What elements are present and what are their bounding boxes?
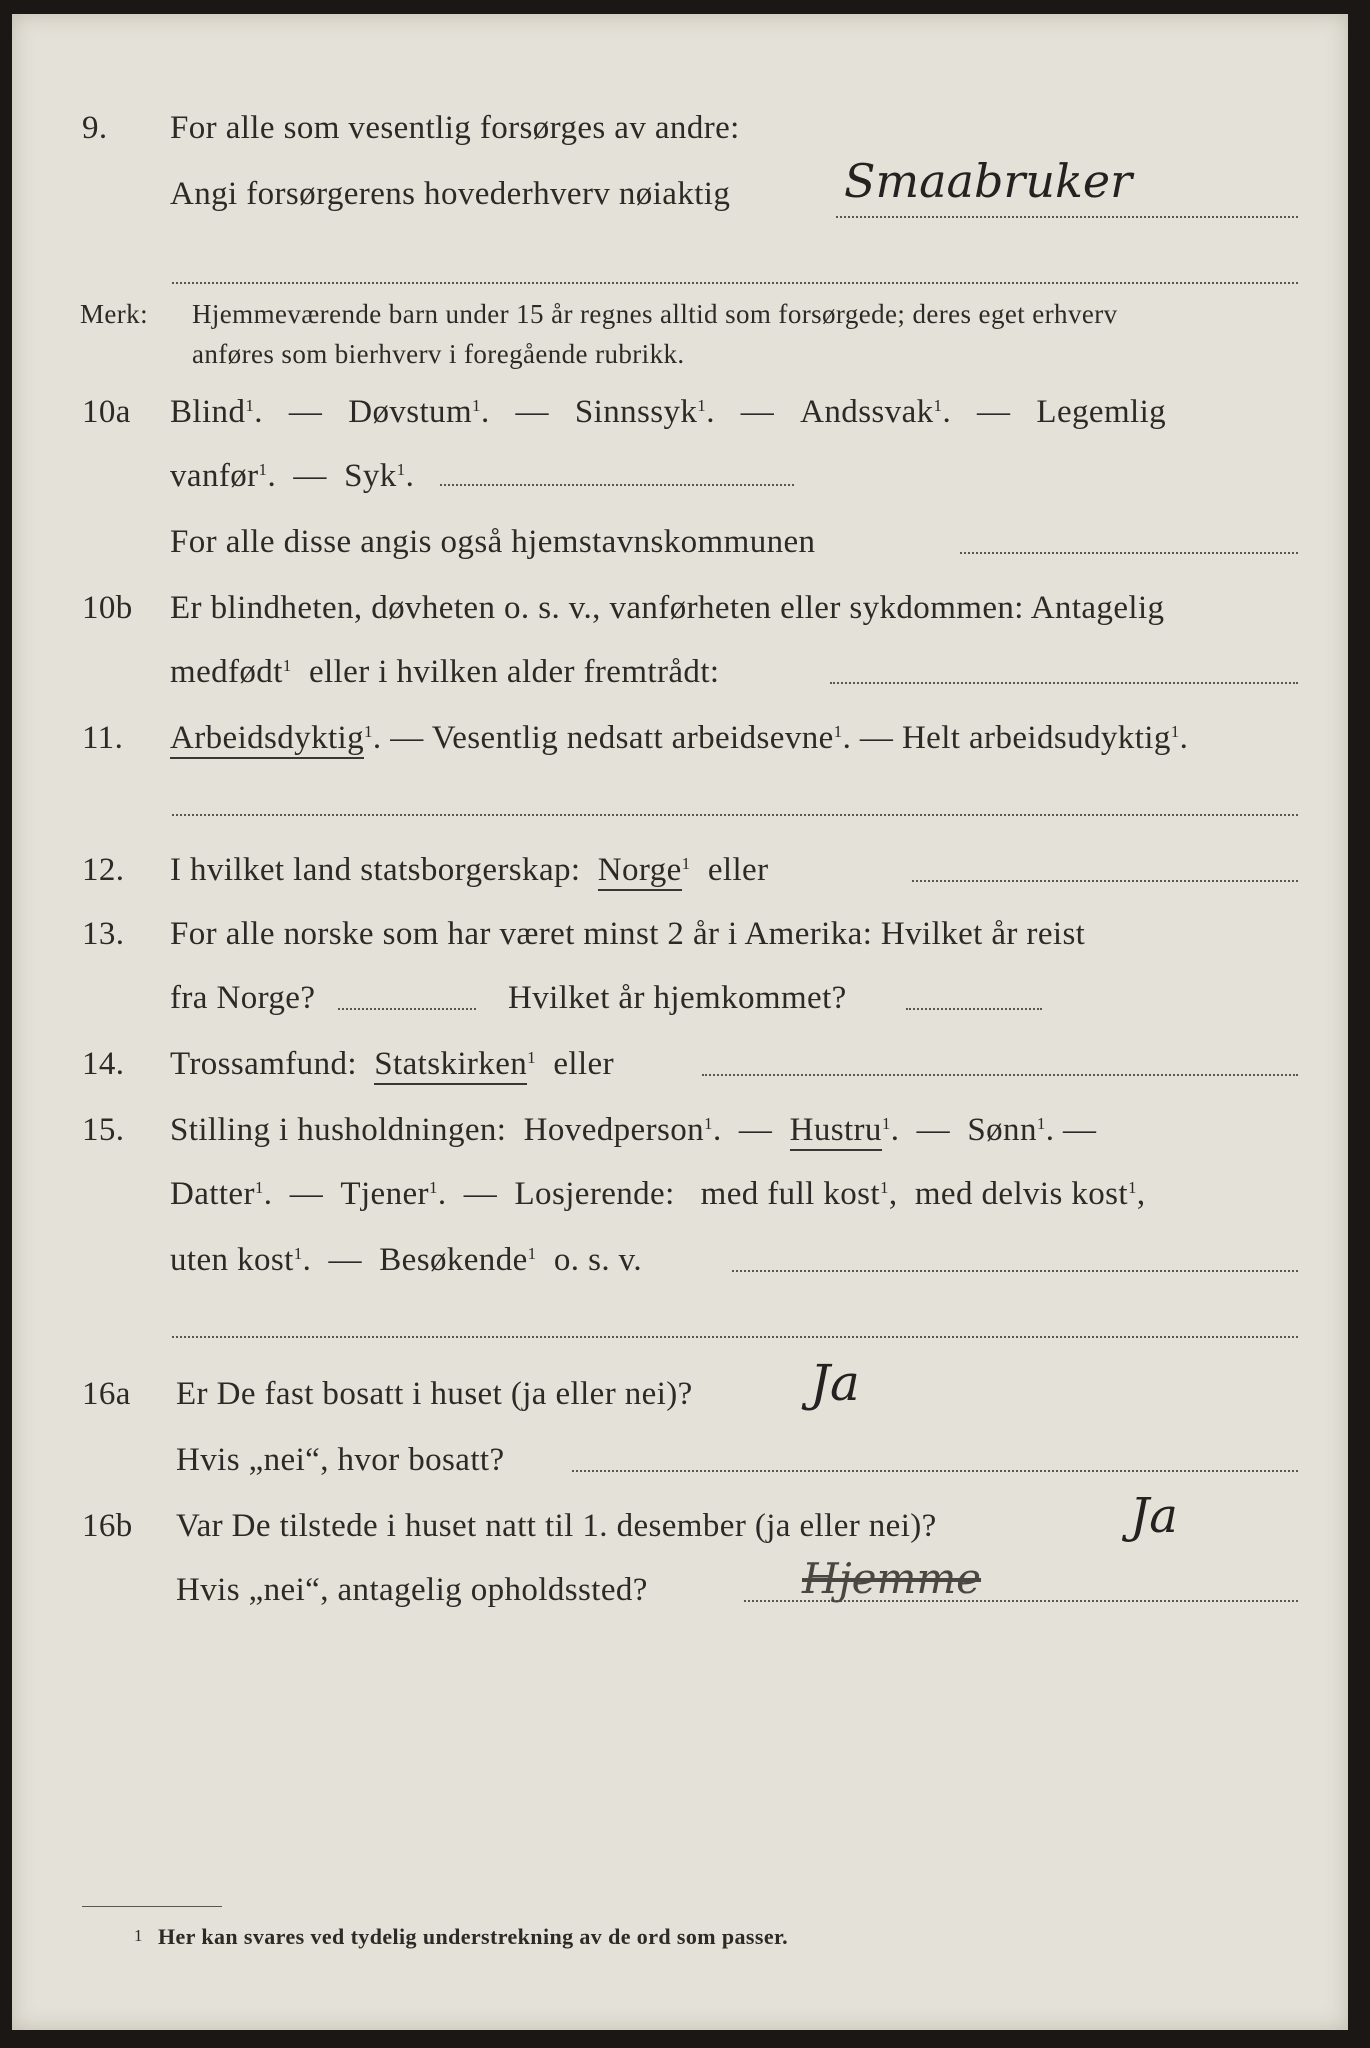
q13-reist: fra Norge? (170, 980, 316, 1016)
q9-instruction: Angi forsørgerens hovederhverv nøiaktig (170, 176, 731, 212)
q10b-line (830, 682, 1298, 684)
q13-number: 13. (82, 916, 125, 952)
opt-udyktig[interactable]: Helt arbeidsudyktig (901, 720, 1171, 756)
opt-besokende[interactable]: Besøkende (379, 1242, 528, 1278)
q12-number: 12. (82, 852, 125, 888)
q15-options-3: uten kost$^1$. — Besøkende$^1$ o. s. v. (170, 1242, 643, 1278)
q11-number: 11. (82, 720, 124, 756)
opt-vanfor[interactable]: vanfør (170, 458, 259, 494)
q10b-alder: eller i hvilken alder fremtrådt: (309, 654, 720, 690)
opt-medfodt[interactable]: medfødt (170, 654, 283, 690)
q15-row2 (12, 1176, 1348, 1236)
q15-row3 (12, 1242, 1348, 1302)
q16a-row1 (12, 1376, 1348, 1436)
q16b-opholdssted: Hvis „nei“, antagelig opholdssted? (176, 1572, 648, 1608)
q11-row (12, 720, 1348, 780)
q15-extra-line (172, 1336, 1298, 1338)
merk-text-1: Hjemmeværende barn under 15 år regnes alltid som forsørgede; deres eget erhverv (192, 299, 1118, 329)
q16b-question: Var De tilstede i huset natt til 1. desember (ja eller nei)? (176, 1508, 937, 1544)
q10a-syk-line (440, 484, 794, 486)
q14-question: Trossamfund: Statskirken$^1$ eller (170, 1046, 614, 1083)
q10b-row2 (12, 654, 1348, 714)
opt-legemlig[interactable]: Legemlig (1036, 394, 1167, 430)
footnote-text: Her kan svares ved tydelig understrekning av de ord som passer. (158, 1924, 789, 1949)
q13-row1 (12, 916, 1348, 976)
q10a-row2 (12, 458, 1348, 518)
q16b-number: 16b (82, 1508, 133, 1544)
opt-datter[interactable]: Datter (170, 1176, 255, 1212)
q9-question: For alle som vesentlig forsørges av andre: (170, 110, 740, 146)
opt-hovedperson[interactable]: Hovedperson (523, 1112, 705, 1148)
q13-row2 (12, 980, 1348, 1040)
census-form-page (12, 14, 1348, 2030)
q12-question: I hvilket land statsborgerskap: Norge$^1$ eller (170, 852, 769, 889)
footnote (12, 1924, 1348, 1984)
q10a-hjemstavn-line (960, 552, 1298, 554)
opt-nedsatt[interactable]: Vesentlig nedsatt arbeidsevne (431, 720, 834, 756)
q14-row (12, 1046, 1348, 1106)
q9-number: 9. (82, 110, 108, 146)
opt-full-kost[interactable]: med full kost (700, 1176, 880, 1212)
q10a-row1 (12, 394, 1348, 454)
opt-syk[interactable]: Syk (344, 458, 397, 494)
q9-answer[interactable]: Smaabruker (844, 154, 1133, 208)
q10a-options-1: Blind$^1$. — Døvstum$^1$. — Sinnssyk$^1$. — Andssvak$^1$. — Legemlig (170, 394, 1167, 430)
opt-hustru[interactable]: Hustru (790, 1112, 882, 1151)
q11-extra-line (172, 814, 1298, 816)
q14-line (702, 1074, 1298, 1076)
q10a-number: 10a (82, 394, 131, 430)
q15-line (732, 1270, 1298, 1272)
opt-dovstum[interactable]: Døvstum (348, 394, 473, 430)
q10b-options: medfødt$^1$ eller i hvilken alder fremtrådt: (170, 654, 720, 690)
q10b-row1 (12, 590, 1348, 650)
q15-row1 (12, 1112, 1348, 1172)
merk-row2 (12, 339, 1348, 399)
opt-uten-kost[interactable]: uten kost (170, 1242, 294, 1278)
q13-reist-line (338, 1008, 476, 1010)
q9-extra-line (172, 282, 1298, 284)
q12-row (12, 852, 1348, 912)
opt-arbeidsdyktig[interactable]: Arbeidsdyktig (170, 720, 364, 759)
q16a-line (572, 1470, 1298, 1472)
q9-row1 (12, 110, 1348, 170)
opt-tjener[interactable]: Tjener (340, 1176, 429, 1212)
q13-hjemkommet-line (906, 1008, 1042, 1010)
q10a-hjemstavn: For alle disse angis også hjemstavnskommunen (170, 524, 816, 560)
q16b-row2 (12, 1572, 1348, 1632)
q13-question: For alle norske som har været minst 2 år i Amerika: Hvilket år reist (170, 916, 1086, 952)
opt-sonn[interactable]: Sønn (967, 1112, 1037, 1148)
q16b-answer[interactable]: Ja (1130, 1488, 1178, 1544)
q15-number: 15. (82, 1112, 125, 1148)
opt-blind[interactable]: Blind (170, 394, 246, 430)
opt-delvis-kost[interactable]: med delvis kost (914, 1176, 1128, 1212)
q13-hjemkommet: Hvilket år hjemkommet? (508, 980, 847, 1016)
q16b-answer-struck[interactable]: Hjemme (802, 1554, 982, 1603)
q12-line (912, 880, 1298, 882)
q9-answer-line (836, 216, 1298, 218)
opt-andssvak[interactable]: Andssvak (800, 394, 934, 430)
q16a-answer[interactable]: Ja (810, 1354, 860, 1412)
opt-sinnssyk[interactable]: Sinnssyk (574, 394, 698, 430)
opt-norge[interactable]: Norge (598, 852, 682, 891)
merk-label: Merk: (80, 299, 148, 329)
q14-number: 14. (82, 1046, 125, 1082)
q9-row2 (12, 176, 1348, 236)
merk-text-2: anføres som bierhverv i foregående rubrikk. (192, 339, 685, 369)
q10b-question: Er blindheten, døvheten o. s. v., vanførheten eller sykdommen: Antagelig (170, 590, 1165, 626)
q15-options-1: Stilling i husholdningen: Hovedperson$^1$. — Hustru$^1$. — Sønn$^1$. — (170, 1112, 1096, 1149)
q16a-number: 16a (82, 1376, 131, 1412)
q15-options-2: Datter$^1$. — Tjener$^1$. — Losjerende: med full kost$^1$, med delvis kost$^1$, (170, 1176, 1146, 1212)
q11-options: Arbeidsdyktig$^1$. — Vesentlig nedsatt arbeidsevne$^1$. — Helt arbeidsudyktig$^1$. (170, 720, 1188, 757)
q10b-number: 10b (82, 590, 133, 626)
q10a-row3 (12, 524, 1348, 584)
q16a-hvor: Hvis „nei“, hvor bosatt? (176, 1442, 505, 1478)
opt-statskirken[interactable]: Statskirken (374, 1046, 527, 1085)
q10a-options-2: vanfør$^1$. — Syk$^1$. (170, 458, 415, 494)
q16a-question: Er De fast bosatt i huset (ja eller nei)? (176, 1376, 693, 1412)
footnote-rule (82, 1906, 222, 1907)
footnote-mark: 1 (134, 1926, 143, 1945)
